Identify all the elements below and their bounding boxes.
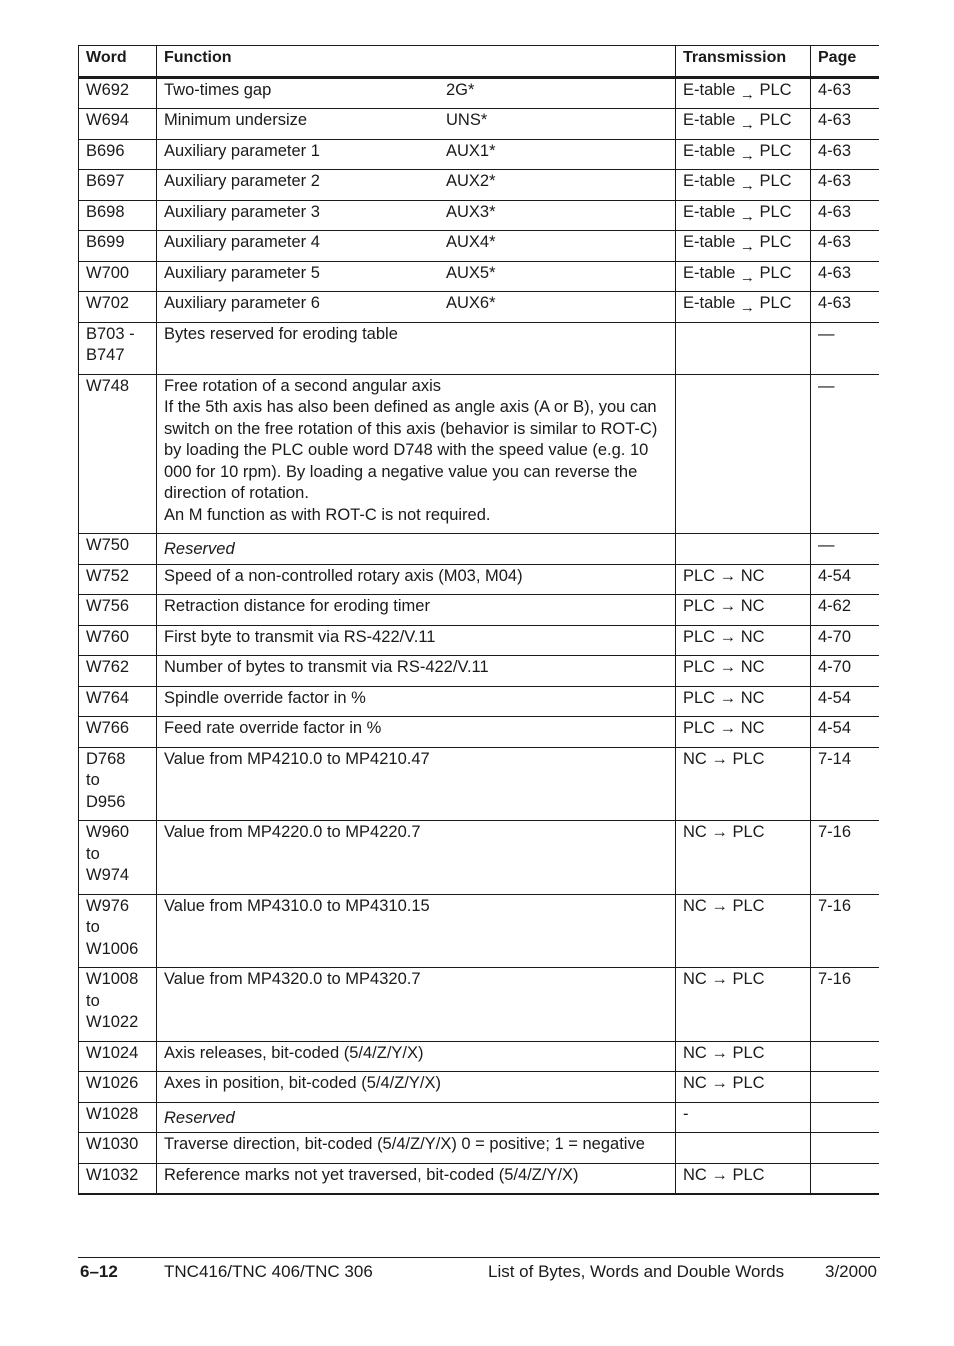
transmission-cell xyxy=(676,686,811,717)
page-reference: 4-70 xyxy=(818,658,852,676)
transmission-cell xyxy=(676,374,811,534)
table-row xyxy=(79,109,879,140)
word-value: B703 - B747 xyxy=(86,324,135,364)
page-cell xyxy=(811,292,879,323)
transmission-text: PLC → NC xyxy=(683,719,765,737)
transmission-cell xyxy=(676,894,811,968)
page-reference: 4-54 xyxy=(818,688,852,707)
function-abbreviation: 2G* xyxy=(446,80,475,99)
function-cell xyxy=(157,1163,676,1194)
function-text: Axes in position, bit-coded (5/4/Z/Y/X) xyxy=(164,1074,441,1092)
table-row xyxy=(79,231,879,262)
transmission-source: E-table xyxy=(683,263,736,282)
arrow-icon: → xyxy=(739,299,755,316)
section-title: List of Bytes, Words and Double Words xyxy=(488,1262,785,1281)
transmission-text: NC → PLC xyxy=(683,823,765,841)
page-reference: 4-63 xyxy=(818,202,852,221)
word-value: W700 xyxy=(86,263,130,282)
word-value: W752 xyxy=(86,566,130,585)
word-cell xyxy=(79,821,157,895)
transmission-cell xyxy=(676,625,811,656)
page-reference: 4-63 xyxy=(818,80,852,99)
function-text: Auxiliary parameter 6 xyxy=(164,294,320,312)
table-row xyxy=(79,564,879,595)
function-abbreviation: UNS* xyxy=(446,111,488,129)
transmission-text: PLC → NC xyxy=(683,566,765,585)
function-cell xyxy=(157,717,676,748)
function-text: Value from MP4220.0 to MP4220.7 xyxy=(164,823,421,841)
transmission-target: PLC xyxy=(759,141,792,160)
page-reference: — xyxy=(818,376,835,395)
table-row xyxy=(79,261,879,292)
table-row xyxy=(79,595,879,626)
table-row xyxy=(79,139,879,170)
table-row xyxy=(79,625,879,656)
function-text: Auxiliary parameter 3 xyxy=(164,202,320,221)
table-header-row xyxy=(79,46,879,78)
transmission-text: NC → PLC xyxy=(683,970,765,988)
function-text: Retraction distance for eroding timer xyxy=(164,597,430,615)
function-cell xyxy=(157,968,676,1042)
word-cell xyxy=(79,534,157,565)
word-cell xyxy=(79,170,157,201)
function-text: Traverse direction, bit-coded (5/4/Z/Y/X) 0 = positive; 1 = negative xyxy=(164,1135,645,1153)
word-cell xyxy=(79,231,157,262)
table-row xyxy=(79,1133,879,1164)
transmission-cell xyxy=(676,747,811,821)
page-cell xyxy=(811,968,879,1042)
table-row xyxy=(79,686,879,717)
page-reference: 7-14 xyxy=(818,749,852,768)
transmission-cell xyxy=(676,139,811,170)
function-cell xyxy=(157,292,676,323)
arrow-icon: → xyxy=(739,268,755,286)
table-row xyxy=(79,170,879,201)
function-cell xyxy=(157,261,676,292)
arrow-icon: → xyxy=(739,146,755,164)
word-value: W766 xyxy=(86,719,130,737)
function-text: Auxiliary parameter 1 xyxy=(164,141,320,160)
word-value: B697 xyxy=(86,172,125,190)
transmission-source: E-table xyxy=(683,141,736,160)
word-cell xyxy=(79,292,157,323)
word-value: B698 xyxy=(86,202,125,221)
word-value: W760 xyxy=(86,627,130,646)
page-reference: 4-63 xyxy=(818,111,852,129)
transmission-cell xyxy=(676,322,811,374)
word-cell xyxy=(79,77,157,109)
word-value: W694 xyxy=(86,111,130,129)
transmission-cell xyxy=(676,595,811,626)
function-cell xyxy=(157,77,676,109)
transmission-source: E-table xyxy=(683,172,736,190)
table-row xyxy=(79,656,879,687)
function-abbreviation: AUX4* xyxy=(446,233,496,251)
page-cell xyxy=(811,261,879,292)
transmission-text: - xyxy=(683,1104,689,1123)
transmission-target: PLC xyxy=(759,80,792,99)
transmission-source: E-table xyxy=(683,111,736,129)
word-cell xyxy=(79,894,157,968)
page-reference: 7-16 xyxy=(818,823,852,841)
page-reference: 4-70 xyxy=(818,627,852,646)
function-abbreviation: AUX2* xyxy=(446,172,496,190)
word-cell xyxy=(79,109,157,140)
transmission-target: PLC xyxy=(759,294,792,312)
word-value: W1024 xyxy=(86,1043,139,1062)
page-reference: 4-63 xyxy=(818,294,852,312)
transmission-target: PLC xyxy=(759,202,792,221)
function-text: Reference marks not yet traversed, bit-coded (5/4/Z/Y/X) xyxy=(164,1165,579,1184)
page-reference: 4-63 xyxy=(818,233,852,251)
function-text: Speed of a non-controlled rotary axis (M03, M04) xyxy=(164,566,523,585)
word-value: W976 to W1006 xyxy=(86,896,139,958)
transmission-text: NC → PLC xyxy=(683,749,765,768)
page-reference: 7-16 xyxy=(818,896,852,915)
word-value: W1032 xyxy=(86,1165,139,1184)
page-reference: 4-54 xyxy=(818,566,852,585)
word-cell xyxy=(79,1041,157,1072)
page-cell xyxy=(811,1102,879,1133)
transmission-source: E-table xyxy=(683,80,736,99)
arrow-icon: → xyxy=(739,177,755,194)
document-title: TNC416/TNC 406/TNC 306 xyxy=(164,1262,373,1281)
function-cell xyxy=(157,595,676,626)
function-abbreviation: AUX5* xyxy=(446,263,496,282)
arrow-icon: → xyxy=(739,238,755,255)
word-cell xyxy=(79,625,157,656)
table-row xyxy=(79,1072,879,1103)
page-cell xyxy=(811,374,879,534)
word-value: W702 xyxy=(86,294,130,312)
transmission-source: E-table xyxy=(683,202,736,221)
function-cell xyxy=(157,1133,676,1164)
page-cell xyxy=(811,170,879,201)
word-value: W756 xyxy=(86,597,130,615)
word-cell xyxy=(79,1072,157,1103)
page-cell xyxy=(811,894,879,968)
word-value: W1008 to W1022 xyxy=(86,970,139,1031)
transmission-cell xyxy=(676,200,811,231)
transmission-text: PLC → NC xyxy=(683,627,765,646)
word-cell xyxy=(79,261,157,292)
page-cell xyxy=(811,564,879,595)
word-value: W1028 xyxy=(86,1104,139,1123)
word-value: W1030 xyxy=(86,1135,139,1153)
arrow-icon: → xyxy=(739,116,755,133)
function-abbreviation: AUX6* xyxy=(446,294,496,312)
page-cell xyxy=(811,139,879,170)
function-text: Minimum undersize xyxy=(164,111,308,129)
function-cell xyxy=(157,747,676,821)
header-word: Word xyxy=(79,46,157,78)
function-cell xyxy=(157,625,676,656)
function-cell xyxy=(157,1072,676,1103)
function-text: Reserved xyxy=(164,540,235,558)
word-value: W750 xyxy=(86,536,130,554)
function-text: Spindle override factor in % xyxy=(164,688,366,707)
header-page: Page xyxy=(811,46,879,78)
transmission-text: PLC → NC xyxy=(683,658,765,676)
function-cell xyxy=(157,534,676,565)
transmission-source: E-table xyxy=(683,233,736,251)
function-abbreviation: AUX3* xyxy=(446,202,496,221)
word-value: D768 to D956 xyxy=(86,749,126,811)
transmission-target: PLC xyxy=(759,111,792,129)
table-row xyxy=(79,534,879,565)
function-cell xyxy=(157,374,676,534)
function-cell xyxy=(157,821,676,895)
arrow-icon: → xyxy=(739,85,755,103)
page-cell xyxy=(811,200,879,231)
page-reference: 4-63 xyxy=(818,172,852,190)
word-value: W762 xyxy=(86,658,130,676)
table-row xyxy=(79,322,879,374)
page-cell xyxy=(811,1041,879,1072)
function-cell xyxy=(157,894,676,968)
table-body xyxy=(79,77,879,1194)
table-row xyxy=(79,1163,879,1194)
transmission-target: PLC xyxy=(759,263,792,282)
page-cell xyxy=(811,595,879,626)
transmission-cell xyxy=(676,1072,811,1103)
function-text: Number of bytes to transmit via RS-422/V.11 xyxy=(164,658,489,676)
function-cell xyxy=(157,1102,676,1133)
table-row xyxy=(79,821,879,895)
transmission-cell xyxy=(676,231,811,262)
page-cell xyxy=(811,534,879,565)
page-reference: 4-63 xyxy=(818,141,852,160)
transmission-cell xyxy=(676,656,811,687)
page-cell xyxy=(811,686,879,717)
function-cell xyxy=(157,139,676,170)
transmission-text: NC → PLC xyxy=(683,1165,765,1184)
word-value: W748 xyxy=(86,376,130,395)
page-cell xyxy=(811,821,879,895)
function-cell xyxy=(157,564,676,595)
word-cell xyxy=(79,1102,157,1133)
page-cell xyxy=(811,747,879,821)
function-text: Feed rate override factor in % xyxy=(164,719,382,737)
table-row xyxy=(79,1041,879,1072)
word-cell xyxy=(79,1163,157,1194)
table-row xyxy=(79,1102,879,1133)
transmission-text: PLC → NC xyxy=(683,688,765,707)
document-date: 3/2000 xyxy=(825,1262,877,1281)
page-reference: 4-63 xyxy=(818,263,852,282)
transmission-cell xyxy=(676,1133,811,1164)
word-cell xyxy=(79,968,157,1042)
function-text: Auxiliary parameter 5 xyxy=(164,263,320,282)
transmission-cell xyxy=(676,821,811,895)
function-text: First byte to transmit via RS-422/V.11 xyxy=(164,627,436,646)
page-cell xyxy=(811,625,879,656)
function-cell xyxy=(157,170,676,201)
table-row xyxy=(79,717,879,748)
transmission-cell xyxy=(676,968,811,1042)
table-row xyxy=(79,894,879,968)
page-cell xyxy=(811,231,879,262)
table-row xyxy=(79,77,879,109)
page-reference: — xyxy=(818,536,835,554)
transmission-cell xyxy=(676,170,811,201)
transmission-target: PLC xyxy=(759,172,792,190)
page-cell xyxy=(811,322,879,374)
transmission-text: PLC → NC xyxy=(683,597,765,615)
transmission-text: NC → PLC xyxy=(683,1074,765,1092)
page-cell xyxy=(811,656,879,687)
page-reference: — xyxy=(818,324,835,343)
function-cell xyxy=(157,656,676,687)
word-cell xyxy=(79,595,157,626)
function-text: Value from MP4310.0 to MP4310.15 xyxy=(164,896,430,915)
transmission-cell xyxy=(676,109,811,140)
page-cell xyxy=(811,109,879,140)
word-cell xyxy=(79,374,157,534)
page-footer xyxy=(78,1257,880,1281)
transmission-cell xyxy=(676,77,811,109)
table-row xyxy=(79,747,879,821)
table-row xyxy=(79,374,879,534)
word-cell xyxy=(79,656,157,687)
transmission-source: E-table xyxy=(683,294,736,312)
function-cell xyxy=(157,231,676,262)
byte-word-table xyxy=(78,45,879,1195)
word-value: W692 xyxy=(86,80,130,99)
transmission-target: PLC xyxy=(759,233,792,251)
page-reference: 4-54 xyxy=(818,719,852,737)
word-cell xyxy=(79,322,157,374)
transmission-cell xyxy=(676,1102,811,1133)
function-cell xyxy=(157,200,676,231)
word-value: W1026 xyxy=(86,1074,139,1092)
transmission-cell xyxy=(676,717,811,748)
arrow-icon: → xyxy=(739,207,755,225)
page-cell xyxy=(811,1163,879,1194)
page-reference: 4-62 xyxy=(818,597,852,615)
page-number: 6–12 xyxy=(80,1262,118,1281)
page-cell xyxy=(811,1133,879,1164)
table-row xyxy=(79,292,879,323)
word-value: W764 xyxy=(86,688,130,707)
function-text: Value from MP4210.0 to MP4210.47 xyxy=(164,749,430,768)
function-text: Reserved xyxy=(164,1108,235,1127)
table-row xyxy=(79,968,879,1042)
function-cell xyxy=(157,109,676,140)
transmission-text: NC → PLC xyxy=(683,896,765,915)
function-text: Value from MP4320.0 to MP4320.7 xyxy=(164,970,421,988)
transmission-cell xyxy=(676,1041,811,1072)
word-value: B699 xyxy=(86,233,125,251)
word-cell xyxy=(79,747,157,821)
function-text: Two-times gap xyxy=(164,80,272,99)
function-text: Axis releases, bit-coded (5/4/Z/Y/X) xyxy=(164,1043,424,1062)
header-transmission: Transmission xyxy=(676,46,811,78)
word-cell xyxy=(79,1133,157,1164)
function-text: Bytes reserved for eroding table xyxy=(164,324,398,343)
word-cell xyxy=(79,717,157,748)
word-value: W960 to W974 xyxy=(86,823,130,884)
word-cell xyxy=(79,564,157,595)
function-cell xyxy=(157,1041,676,1072)
page-reference: 7-16 xyxy=(818,970,852,988)
transmission-cell xyxy=(676,1163,811,1194)
table-row xyxy=(79,200,879,231)
word-cell xyxy=(79,139,157,170)
function-cell xyxy=(157,322,676,374)
function-text: Auxiliary parameter 4 xyxy=(164,233,320,251)
word-cell xyxy=(79,200,157,231)
function-text: Auxiliary parameter 2 xyxy=(164,172,320,190)
transmission-cell xyxy=(676,564,811,595)
transmission-text: NC → PLC xyxy=(683,1043,765,1062)
page-cell xyxy=(811,717,879,748)
word-value: B696 xyxy=(86,141,125,160)
transmission-cell xyxy=(676,261,811,292)
function-text: Free rotation of a second angular axis If the 5th axis has also been defined as angle axis (A or B), you can switch on the free rotation of this axis (behavior is similar to ROT-C) by loading the PLC ouble word D748 with the speed value (e.g. 10 000 for 10 rpm). By loading a negative value you can reverse the direction of rotation. An M function as with ROT-C is not required. xyxy=(164,376,658,524)
transmission-cell xyxy=(676,534,811,565)
function-abbreviation: AUX1* xyxy=(446,141,496,160)
header-function: Function xyxy=(157,46,676,78)
page-cell xyxy=(811,1072,879,1103)
page-cell xyxy=(811,77,879,109)
function-cell xyxy=(157,686,676,717)
transmission-cell xyxy=(676,292,811,323)
word-cell xyxy=(79,686,157,717)
